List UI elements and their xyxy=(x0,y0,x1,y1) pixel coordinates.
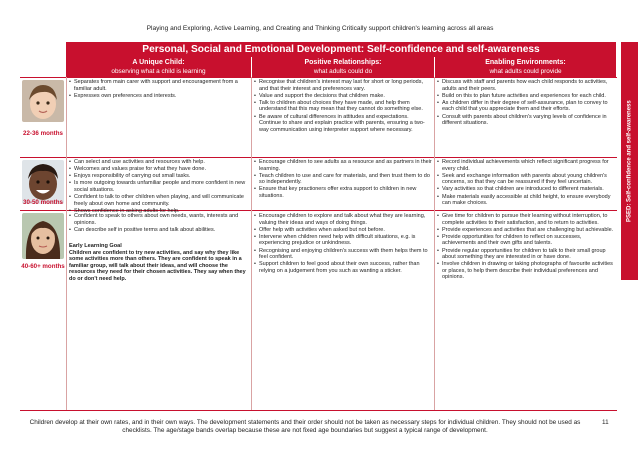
column-subtitle: observing what a child is learning xyxy=(111,67,206,75)
cell-unique-child xyxy=(69,79,249,100)
early-learning-goal-title: Early Learning Goal xyxy=(69,243,122,250)
list-item: • Seek and exchange information with parents about young children's concerns, so that they can be reassured if they feel uncertain. xyxy=(437,173,615,186)
list-item: • Record individual achievements which reflect significant progress for every child. xyxy=(437,159,615,172)
cell-positive-relationships xyxy=(254,79,432,134)
list-item: • Confident to talk to other children when playing, and will communicate freely about own home and community. xyxy=(69,194,249,207)
list-item: • Offer help with activities when asked but not before. xyxy=(254,227,432,234)
row-divider xyxy=(20,410,617,411)
list-item: • Support children to feel good about their own success, rather than relying on a judgement from you such as wanting a sticker. xyxy=(254,261,432,274)
list-item: • Shows confidence in asking adults for help. xyxy=(69,208,249,215)
list-item: • Can select and use activities and resources with help. xyxy=(69,159,249,166)
top-caption: Playing and Exploring, Active Learning, and Creating and Thinking Critically support children's learning across all areas xyxy=(146,25,494,32)
child-photo xyxy=(22,80,64,122)
cell-enabling-environments xyxy=(437,79,615,127)
list-item: • Make materials easily accessible at child height, to ensure everybody can make choices. xyxy=(437,194,615,207)
list-item: • Teach children to use and care for materials, and then trust them to do so independently. xyxy=(254,173,432,186)
early-learning-goal-text: Children are confident to try new activities, and say why they like some activities more than others. They are confident to speak in a familiar group, will talk about their ideas, and will choose the resources they need for their chosen activities. They say when they do or don't need help. xyxy=(69,249,246,282)
child-photo xyxy=(22,213,64,259)
cell-positive-relationships xyxy=(254,159,432,200)
list-item: • Be aware of cultural differences in attitudes and expectations. Continue to share and explain practice with parents, ensuring a two-way communication using interpreter support where necessary. xyxy=(254,114,432,134)
cell-unique-child xyxy=(69,213,249,283)
column-divider xyxy=(434,77,435,410)
cell-enabling-environments xyxy=(437,159,615,207)
list-item: • Provide experiences and activities that are challenging but achievable. xyxy=(437,227,615,234)
list-item: • Recognising and enjoying children's success with them helps them to feel confident. xyxy=(254,248,432,261)
cell-positive-relationships xyxy=(254,213,432,275)
footer-note: Children develop at their own rates, and in their own ways. The development statements and their order should not be taken as necessary steps for individual children. They should not be used as checklists. The age/stage bands overlap because these are not fixed age boundaries but suggest a typical range of development. xyxy=(29,419,581,435)
list-item: • Involve children in drawing or taking photographs of favourite activities or places, to help them describe their individual preferences and opinions. xyxy=(437,261,615,281)
list-item: • Encourage children to see adults as a resource and as partners in their learning. xyxy=(254,159,432,172)
column-divider xyxy=(66,77,67,410)
list-item: • Confident to speak to others about own needs, wants, interests and opinions. xyxy=(69,213,249,226)
page-title: Personal, Social and Emotional Development: Self-confidence and self-awareness xyxy=(66,42,616,57)
list-item: • Provide opportunities for children to reflect on successes, achievements and their own gifts and talents. xyxy=(437,234,615,247)
column-header-unique-child xyxy=(66,57,251,77)
list-item: • Give time for children to pursue their learning without interruption, to complete activities to their satisfaction, and to return to activities. xyxy=(437,213,615,226)
age-band-label: 40-60+ months xyxy=(21,263,65,270)
column-header-positive-relationships xyxy=(252,57,434,77)
column-subtitle: what adults could provide xyxy=(489,67,562,75)
list-item: • Separates from main carer with support and encouragement from a familiar adult. xyxy=(69,79,249,92)
column-title: Enabling Environments: xyxy=(485,59,566,66)
list-item: • Encourage children to explore and talk about what they are learning, valuing their ideas and ways of doing things. xyxy=(254,213,432,226)
page-number: 11 xyxy=(602,419,609,426)
list-item: • Is more outgoing towards unfamiliar people and more confident in new social situations. xyxy=(69,180,249,193)
list-item: • Enjoys responsibility of carrying out small tasks. xyxy=(69,173,249,180)
cell-unique-child xyxy=(69,159,249,215)
list-item: • Consult with parents about children's varying levels of confidence in different situations. xyxy=(437,114,615,127)
list-item: • Intervene when children need help with difficult situations, e.g. is experiencing prejudice or unkindness. xyxy=(254,234,432,247)
row-divider xyxy=(20,157,617,158)
list-item: • Build on this to plan future activities and experiences for each child. xyxy=(437,93,615,100)
list-item: • Can describe self in positive terms and talk about abilities. xyxy=(69,227,249,234)
list-item: • Vary activities so that children are introduced to different materials. xyxy=(437,186,615,193)
side-tab: PSED: Self-confidence and self-awareness xyxy=(621,42,638,280)
list-item: • Provide regular opportunities for children to talk to their small group about something they are interested in or have done. xyxy=(437,248,615,261)
column-subtitle: what adults could do xyxy=(313,67,373,75)
row-divider xyxy=(20,77,617,78)
list-item: • Value and support the decisions that children make. xyxy=(254,93,432,100)
child-photo xyxy=(22,160,64,204)
age-band-label: 30-50 months xyxy=(23,199,63,206)
list-item: • Recognise that children's interest may last for short or long periods, and that their interest and preferences vary. xyxy=(254,79,432,92)
list-item: • Expresses own preferences and interests. xyxy=(69,93,249,100)
column-header-enabling-environments xyxy=(435,57,616,77)
list-item: • Discuss with staff and parents how each child responds to activities, adults and their peers. xyxy=(437,79,615,92)
list-item: • As children differ in their degree of self-assurance, plan to convey to each child that you appreciate them and their efforts. xyxy=(437,100,615,113)
list-item: • Talk to children about choices they have made, and help them understand that this may mean that they cannot do something else. xyxy=(254,100,432,113)
age-band-label: 22-36 months xyxy=(23,130,63,137)
column-title: Positive Relationships: xyxy=(304,59,382,66)
column-title: A Unique Child: xyxy=(132,59,185,66)
cell-enabling-environments xyxy=(437,213,615,281)
list-item: • Welcomes and values praise for what they have done. xyxy=(69,166,249,173)
column-divider xyxy=(251,77,252,410)
list-item: • Ensure that key practioners offer extra support to children in new situations. xyxy=(254,186,432,199)
